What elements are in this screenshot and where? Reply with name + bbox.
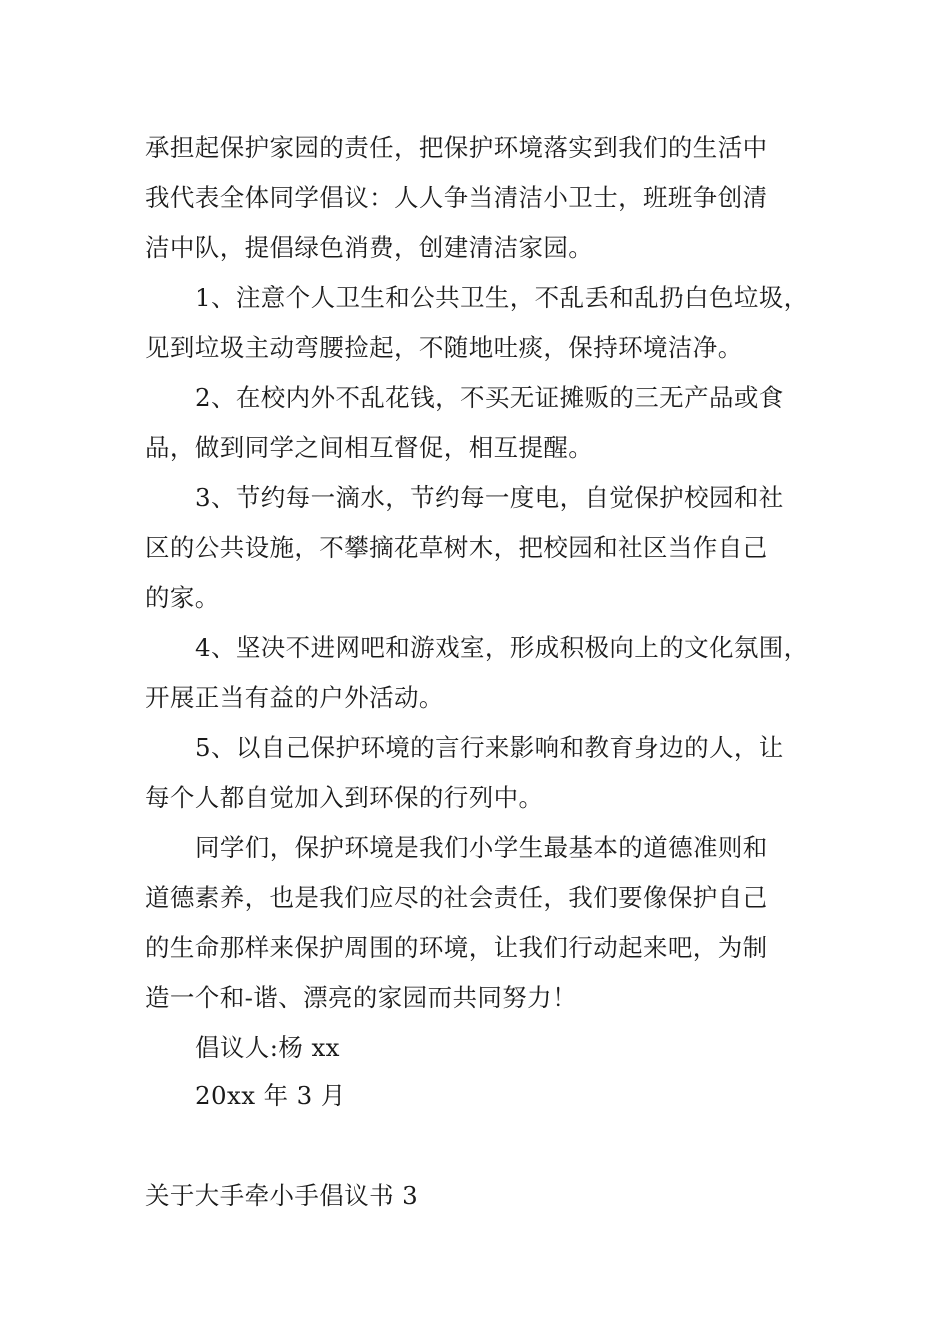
- body-line: 开展正当有益的户外活动。: [145, 683, 444, 712]
- proposal-item-1: 1、注意个人卫生和公共卫生，不乱丢和乱扔白色垃圾，: [195, 283, 809, 312]
- body-line: 区的公共设施，不攀摘花草树木，把校园和社区当作自己: [145, 533, 768, 562]
- proposal-item-4: 4、坚决不进网吧和游戏室，形成积极向上的文化氛围，: [195, 633, 809, 662]
- body-line: 品，做到同学之间相互督促，相互提醒。: [145, 433, 594, 462]
- proposal-item-5: 5、以自己保护环境的言行来影响和教育身边的人，让: [195, 733, 784, 762]
- proposal-item-3: 3、节约每一滴水，节约每一度电，自觉保护校园和社: [195, 483, 784, 512]
- closing-paragraph: 同学们，保护环境是我们小学生最基本的道德准则和: [195, 833, 768, 862]
- body-line: 见到垃圾主动弯腰捡起，不随地吐痰，保持环境洁净。: [145, 333, 743, 362]
- body-line: 的家。: [145, 583, 220, 612]
- date: 20xx 年 3 月: [195, 1081, 346, 1110]
- body-line: 造一个和-谐、漂亮的家园而共同努力！: [145, 983, 577, 1012]
- body-line: 道德素养，也是我们应尽的社会责任，我们要像保护自己: [145, 883, 768, 912]
- next-section-heading: 关于大手牵小手倡议书 3: [145, 1181, 419, 1210]
- body-line: 承担起保护家园的责任，把保护环境落实到我们的生活中: [145, 133, 768, 162]
- body-line: 洁中队，提倡绿色消费，创建清洁家园。: [145, 233, 594, 262]
- signature: 倡议人:杨 xx: [195, 1033, 340, 1062]
- body-line: 每个人都自觉加入到环保的行列中。: [145, 783, 544, 812]
- body-line: 我代表全体同学倡议：人人争当清洁小卫士，班班争创清: [145, 183, 768, 212]
- body-line: 的生命那样来保护周围的环境，让我们行动起来吧，为制: [145, 933, 768, 962]
- proposal-item-2: 2、在校内外不乱花钱，不买无证摊贩的三无产品或食: [195, 383, 784, 412]
